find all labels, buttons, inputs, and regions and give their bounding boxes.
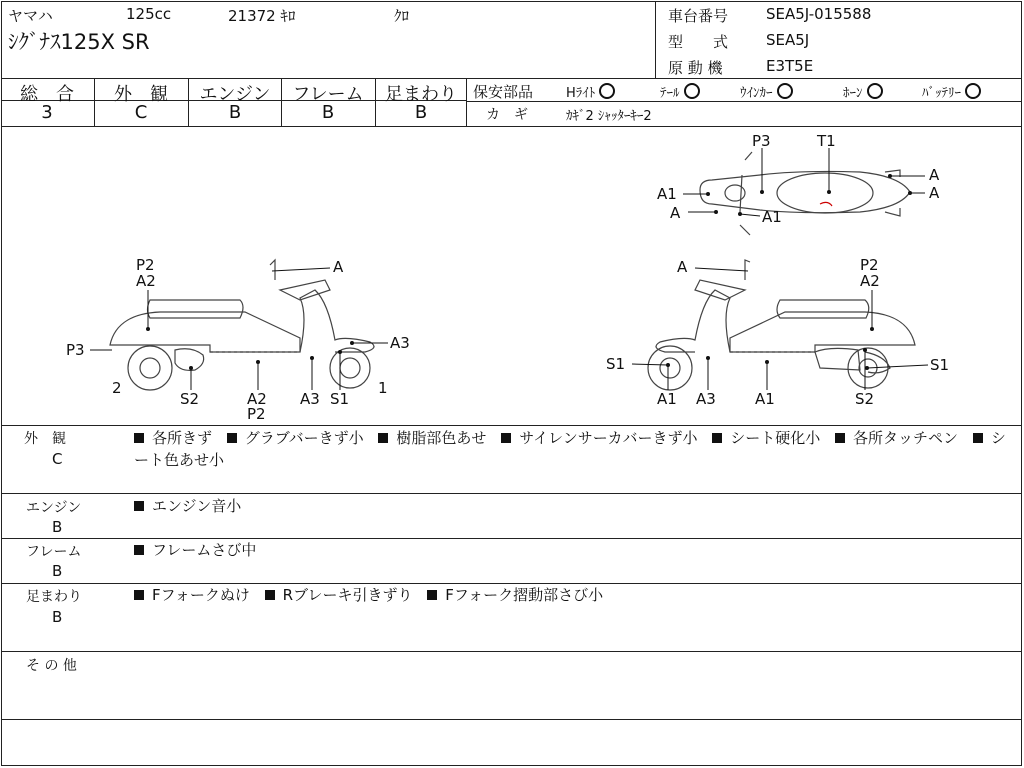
displacement: 125cc	[126, 5, 172, 23]
label-left-p3: P3	[66, 341, 85, 359]
bullet-square-icon	[712, 433, 722, 443]
scooter-top-view	[700, 152, 910, 235]
remark-line-4	[1, 651, 1022, 652]
engine-value: E3T5E	[766, 57, 814, 75]
grade-value-exterior: C	[134, 102, 148, 123]
bullet-square-icon	[265, 590, 275, 600]
label-top-a-right-1: A	[929, 166, 940, 184]
bullet-square-icon	[378, 433, 388, 443]
bullet-square-icon	[501, 433, 511, 443]
remark-label-exterior: 外 観	[24, 431, 66, 447]
key-value: ｶｷﾞ2 ｼｬｯﾀｰｷｰ2	[566, 109, 652, 124]
frame-no-label: 車台番号	[668, 7, 729, 25]
grade-label-exterior: 外 観	[114, 84, 168, 105]
model-name: ｼｸﾞﾅｽ125X SR	[8, 30, 150, 54]
frame-no: SEA5J-015588	[766, 5, 872, 23]
label-left-2: 2	[112, 379, 122, 397]
diagram-bottom-line	[1, 425, 1022, 426]
safety-winker: ｳｲﾝｶｰ	[740, 82, 793, 101]
color: ｸﾛ	[394, 7, 410, 25]
remark-grade-suspension: B	[52, 608, 63, 626]
leader-lines	[90, 148, 928, 390]
remark-grade-frame: B	[52, 562, 63, 580]
label-top-p3: P3	[752, 132, 771, 150]
label-top-a1-left: A1	[657, 185, 677, 203]
remark-items-engine: エンジン音小	[134, 495, 251, 517]
label-left-p2: P2	[136, 256, 155, 274]
label-left-a3: A3	[300, 390, 320, 408]
grade-value-total: 3	[41, 102, 53, 123]
bullet-square-icon	[134, 433, 144, 443]
label-left-s1: S1	[330, 390, 350, 408]
label-left-a: A	[333, 258, 344, 276]
damage-points	[146, 174, 912, 370]
engine-label: 原 動 機	[668, 59, 723, 77]
label-left-a2: A2	[136, 272, 156, 290]
grade-label-frame: フレーム	[292, 84, 364, 105]
bullet-square-icon	[134, 590, 144, 600]
label-left-s2: S2	[180, 390, 200, 408]
label-left-1: 1	[378, 379, 388, 397]
safety-tail: ﾃｰﾙ	[660, 82, 700, 101]
label-right-s1-right: S1	[930, 356, 950, 374]
bullet-square-icon	[134, 545, 144, 555]
label-top-a-left: A	[670, 204, 681, 222]
type-value: SEA5J	[766, 31, 810, 49]
label-left-a2-bottom: A2	[247, 390, 267, 408]
mileage: 21372 ｷﾛ	[228, 7, 296, 25]
label-left-a3-right: A3	[390, 334, 410, 352]
remark-grade-engine: B	[52, 518, 63, 536]
safety-horn: ﾎｰﾝ	[843, 82, 883, 101]
label-top-a-right-2: A	[929, 184, 940, 202]
safety-headlight: Hﾗｲﾄ	[566, 82, 615, 101]
label-right-s2: S2	[855, 390, 875, 408]
bullet-square-icon	[227, 433, 237, 443]
label-right-a1: A1	[657, 390, 677, 408]
maker: ヤマハ	[8, 7, 53, 25]
remark-label-suspension: 足まわり	[26, 589, 82, 605]
grade-value-engine: B	[228, 102, 242, 123]
label-right-a3: A3	[696, 390, 716, 408]
label-right-p2: P2	[860, 256, 879, 274]
remark-items-suspension: Fフォークぬけ Rブレーキ引きずり Fフォーク摺動部さび小	[134, 584, 613, 606]
remark-label-other: そ の 他	[26, 658, 77, 674]
grade-value-frame: B	[321, 102, 335, 123]
grade-label-total: 総 合	[20, 84, 74, 105]
label-right-s1-left: S1	[606, 355, 626, 373]
bullet-square-icon	[134, 501, 144, 511]
safety-label: 保安部品	[473, 83, 534, 101]
label-top-a1-bottom: A1	[762, 208, 782, 226]
remark-label-engine: エンジン	[26, 500, 82, 516]
remark-items-frame: フレームさび中	[134, 539, 266, 561]
remark-line-1	[1, 493, 1022, 494]
grade-label-suspension: 足まわり	[385, 84, 457, 105]
bullet-square-icon	[835, 433, 845, 443]
key-label: カ ギ	[486, 107, 528, 123]
bullet-square-icon	[973, 433, 983, 443]
safety-battery: ﾊﾞｯﾃﾘｰ	[922, 82, 981, 101]
label-top-t1: T1	[817, 132, 836, 150]
label-left-p2-bottom: P2	[247, 405, 266, 423]
type-label: 型 式	[668, 33, 729, 51]
remark-label-frame: フレーム	[26, 544, 82, 560]
remark-grade-exterior: C	[52, 450, 63, 468]
grade-label-engine: エンジン	[199, 84, 271, 105]
bullet-square-icon	[427, 590, 437, 600]
remark-line-5	[1, 719, 1022, 720]
label-right-a: A	[677, 258, 688, 276]
grade-value-suspension: B	[414, 102, 428, 123]
label-right-a2: A2	[860, 272, 880, 290]
remark-items-exterior: 各所きず グラブバーきず小 樹脂部色あせ サイレンサーカバーきず小 シート硬化小 各所タッチペン シート色あせ小	[134, 429, 1006, 469]
label-right-a1-bottom: A1	[755, 390, 775, 408]
